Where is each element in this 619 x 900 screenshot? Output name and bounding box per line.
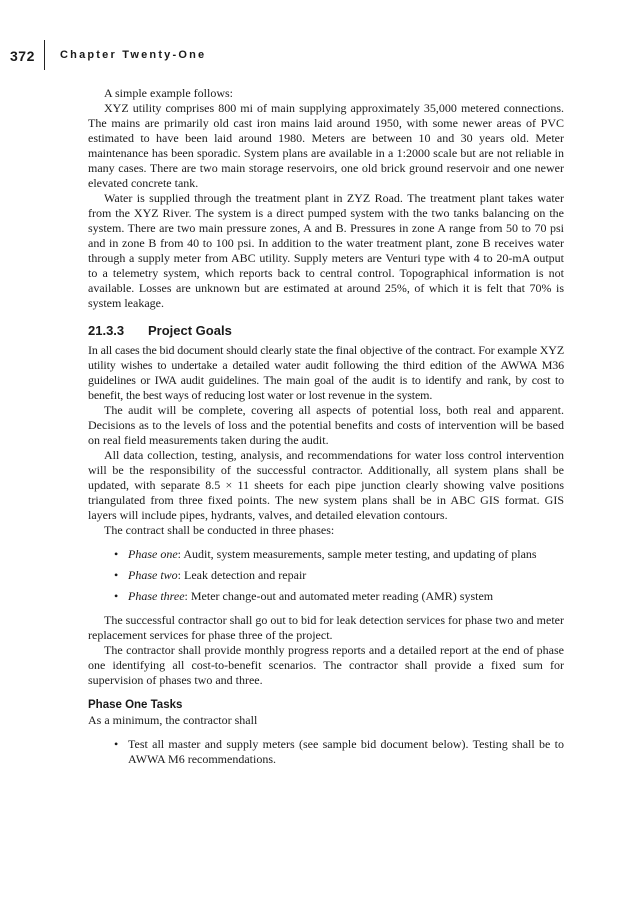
section-paragraph-6: The contractor shall provide monthly progress reports and a detailed report at the end of phase one identifying all cost-to-benefit scenarios. The contractor shall provide a fixed sum for supervision of phases two and three. — [88, 643, 564, 687]
bullet-icon: • — [114, 737, 119, 751]
header-divider — [44, 40, 45, 70]
phase-one-lead: As a minimum, the contractor shall — [88, 713, 258, 727]
bullet-icon: • — [114, 589, 119, 603]
section-paragraph-4: The contract shall be conducted in three phases: — [104, 523, 335, 537]
task-list — [88, 737, 564, 767]
phase-list — [88, 547, 564, 604]
phase-text: : Meter change-out and automated meter reading (AMR) system — [184, 589, 494, 603]
list-item — [88, 547, 564, 562]
section-paragraph-3: All data collection, testing, analysis, and recommendations for water loss control intervention will be the responsibility of the successful contractor. Additionally, all system plans shall be updated, with separate 8.5 × 11 sheets for each pipe junction clearly showing valve positions triangulated from three fixed points. The new system plans shall be in ABC GIS format. GIS layers will include pipes, hydrants, valves, and detailed elevation contours. — [88, 448, 564, 522]
bullet-icon: • — [114, 568, 119, 582]
phase-name: Phase two — [128, 568, 178, 582]
intro-lead: A simple example follows: — [104, 86, 233, 100]
list-item — [88, 568, 564, 583]
intro-paragraph-2: Water is supplied through the treatment plant in ZYZ Road. The treatment plant takes water from the XYZ River. The system is a direct pumped system with the two tanks balancing on the system. There are two main pressure zones, A and B. Pressures in zone A range from 50 to 70 psi and in zone B from 40 to 100 psi. In addition to the water treatment plant, zone B receives water through a supply meter from ABC utility. Supply meters are Venturi type with 4 to 20-mA output to a telemetry system, which reports back to central control. Topographical information is not available. Losses are unknown but are estimated at around 25%, of which it is felt that 70% is system leakage. — [88, 191, 564, 310]
section-heading — [88, 322, 564, 339]
intro-paragraph-1: XYZ utility comprises 800 mi of main supplying approximately 35,000 metered connections. The mains are primarily old cast iron mains laid around 1950, with some newer areas of PVC estimated to have been laid around 1980. Meters are between 10 and 30 years old. Meter maintenance has been sporadic. System plans are available in a 1:2000 scale but are not reliable in many cases. There are two main storage reservoirs, one old brick ground reservoir and one newer elevated concrete tank. — [88, 101, 564, 190]
phase-name: Phase one — [128, 547, 178, 561]
phase-text: : Leak detection and repair — [177, 568, 307, 582]
page-number: 372 — [10, 48, 35, 64]
task-text: Test all master and supply meters (see sample bid document below). Testing shall be to AWWA M6 recommendations. — [128, 737, 564, 766]
section-paragraph-2: The audit will be complete, covering all aspects of potential loss, both real and apparent. Decisions as to the levels of loss and the potential benefits and costs of intervention will be based on real field measurements taken during the audit. — [88, 403, 564, 447]
list-item — [88, 589, 564, 604]
running-header — [0, 40, 619, 70]
section-number: 21.3.3 — [88, 323, 125, 338]
bullet-icon: • — [114, 547, 119, 561]
section-paragraph-5: The successful contractor shall go out to bid for leak detection services for phase two and meter replacement services for phase three of the project. — [88, 613, 564, 642]
chapter-title: Chapter Twenty-One — [60, 49, 207, 61]
phase-name: Phase three — [128, 589, 185, 603]
page-body — [88, 86, 564, 776]
phase-text: : Audit, system measurements, sample meter testing, and updating of plans — [177, 547, 537, 561]
section-title: Project Goals — [148, 323, 232, 338]
list-item — [88, 737, 564, 767]
section-paragraph-1: In all cases the bid document should clearly state the final objective of the contract. For example XYZ utility wishes to undertake a detailed water audit following the third edition of the AWWA M36 guidelines or IWA audit guidelines. The main goal of the audit is to identify and rank, by cost to benefit, the best ways of reducing lost water or lost revenue in the system. — [88, 343, 564, 402]
phase-one-heading: Phase One Tasks — [88, 699, 183, 711]
